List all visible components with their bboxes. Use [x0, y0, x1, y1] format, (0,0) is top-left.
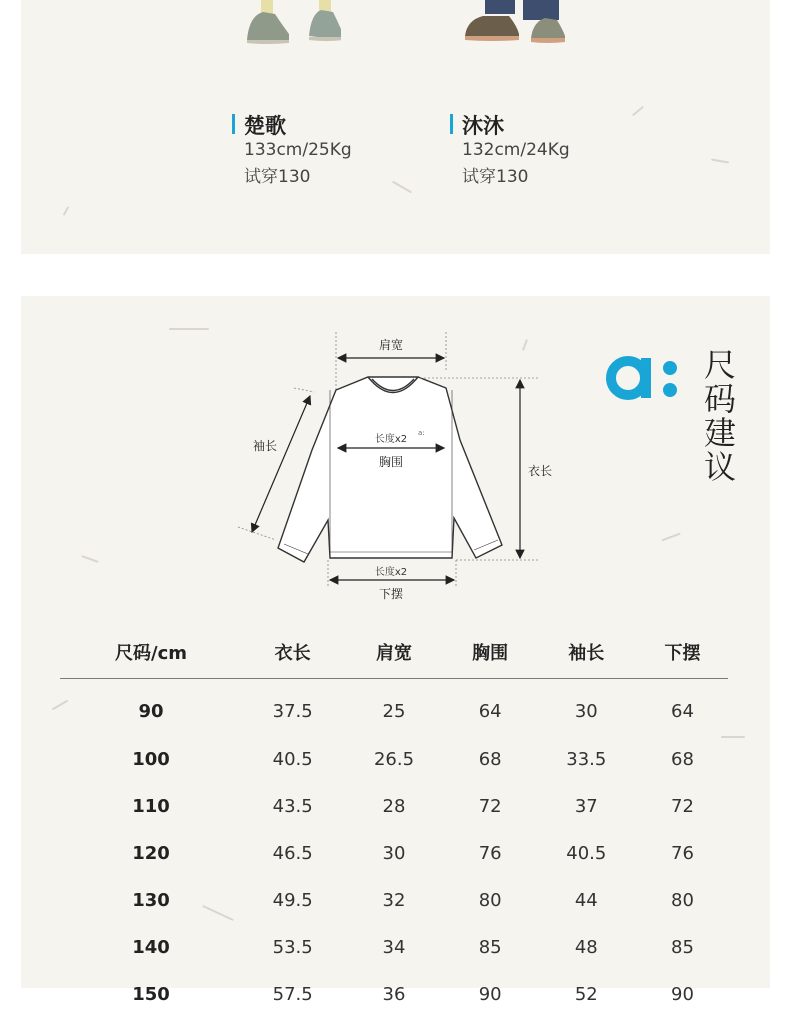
header-sleeve: 袖长 — [536, 626, 637, 679]
shoulder-cell: 30 — [382, 843, 406, 864]
length-cell: 53.5 — [272, 937, 313, 958]
table-row — [60, 877, 728, 924]
model-1-tried-size: 试穿130 — [244, 167, 311, 187]
length-cell: 37.5 — [272, 701, 313, 722]
shoulder-cell: 36 — [382, 984, 406, 1005]
size-cell: 140 — [132, 937, 170, 958]
length-label: 衣长 — [527, 464, 553, 478]
chest-label: 胸围 — [378, 455, 404, 469]
size-guide-title — [700, 348, 740, 484]
model-1-measurements: 133cm/25Kg — [244, 140, 352, 160]
title-char: 尺 — [703, 346, 736, 384]
paper-fleck — [169, 328, 209, 330]
shoulder-cell: 25 — [382, 701, 406, 722]
paper-fleck — [661, 533, 680, 542]
length-cell: 49.5 — [272, 890, 313, 911]
chest-note: 长度x2 — [374, 434, 408, 445]
shoulder-cell: 34 — [382, 937, 406, 958]
paper-fleck — [392, 181, 412, 194]
table-row — [60, 971, 728, 1018]
hem-cell: 80 — [671, 890, 694, 911]
header-size: 尺码/cm — [60, 626, 242, 679]
title-char: 码 — [703, 380, 736, 418]
size-cell: 130 — [132, 890, 170, 911]
model-2-shoes-image — [461, 0, 571, 46]
size-cell: 90 — [138, 701, 164, 722]
hem-cell: 85 — [671, 937, 694, 958]
model-1-shoes-image — [231, 0, 341, 46]
paper-fleck — [711, 158, 729, 163]
accent-bar — [450, 114, 453, 134]
chest-logo-mark: a: — [418, 429, 425, 437]
sleeve-guide-line — [294, 388, 314, 392]
hem-label: 下摆 — [378, 587, 404, 601]
header-chest: 胸围 — [445, 626, 536, 679]
title-char: 建 — [703, 414, 736, 452]
sleeve-cell: 52 — [574, 984, 598, 1005]
chest-cell: 76 — [478, 843, 502, 864]
chest-cell: 68 — [478, 749, 502, 770]
header-hem: 下摆 — [637, 626, 728, 679]
chest-cell: 64 — [478, 701, 502, 722]
size-cell: 110 — [132, 796, 170, 817]
length-cell: 43.5 — [272, 796, 313, 817]
size-cell: 120 — [132, 843, 170, 864]
table-row — [60, 830, 728, 877]
hem-cell: 72 — [671, 796, 694, 817]
model-2-measurements: 132cm/24Kg — [462, 140, 570, 160]
chest-cell: 72 — [478, 796, 502, 817]
accent-bar — [232, 114, 235, 134]
shoulder-cell: 26.5 — [373, 749, 415, 770]
garment-measurement-diagram — [230, 330, 560, 605]
length-cell: 46.5 — [272, 843, 313, 864]
hem-cell: 64 — [671, 701, 694, 722]
paper-fleck — [81, 555, 99, 563]
length-cell: 57.5 — [272, 984, 313, 1005]
shoulder-cell: 32 — [382, 890, 406, 911]
sleeve-cell: 37 — [574, 796, 598, 817]
size-cell: 100 — [132, 749, 170, 770]
size-cell: 150 — [132, 984, 170, 1005]
header-shoulder: 肩宽 — [343, 626, 444, 679]
hem-cell: 68 — [671, 749, 694, 770]
chest-cell: 80 — [478, 890, 502, 911]
size-table-header-row — [60, 626, 728, 679]
model-2-name: 沐沐 — [462, 114, 504, 138]
sleeve-cell: 33.5 — [566, 749, 607, 770]
chest-cell: 85 — [478, 937, 502, 958]
title-char: 议 — [703, 448, 736, 486]
model-panel — [21, 0, 770, 254]
table-row — [60, 736, 728, 783]
sleeve-cell: 44 — [574, 890, 598, 911]
header-length: 衣长 — [242, 626, 343, 679]
table-row — [60, 679, 728, 737]
sleeve-cell: 40.5 — [566, 843, 607, 864]
hem-cell: 90 — [671, 984, 694, 1005]
brand-logo — [606, 350, 686, 406]
model-1-name: 楚歌 — [244, 114, 286, 138]
chest-cell: 90 — [478, 984, 502, 1005]
sleeve-guide-line — [238, 527, 276, 540]
sleeve-cell: 48 — [574, 937, 598, 958]
paper-fleck — [63, 206, 70, 216]
sleeve-label: 袖长 — [252, 439, 278, 453]
hem-note: 长度x2 — [374, 567, 408, 578]
t-shirt-outline — [278, 377, 502, 562]
table-row — [60, 924, 728, 971]
size-table — [60, 626, 728, 1018]
shoulder-label: 肩宽 — [378, 338, 404, 352]
sleeve-cell: 30 — [574, 701, 598, 722]
paper-fleck — [632, 106, 644, 117]
length-cell: 40.5 — [272, 749, 313, 770]
model-2-tried-size: 试穿130 — [462, 167, 529, 187]
shoulder-cell: 28 — [382, 796, 406, 817]
table-row — [60, 783, 728, 830]
hem-cell: 76 — [671, 843, 694, 864]
